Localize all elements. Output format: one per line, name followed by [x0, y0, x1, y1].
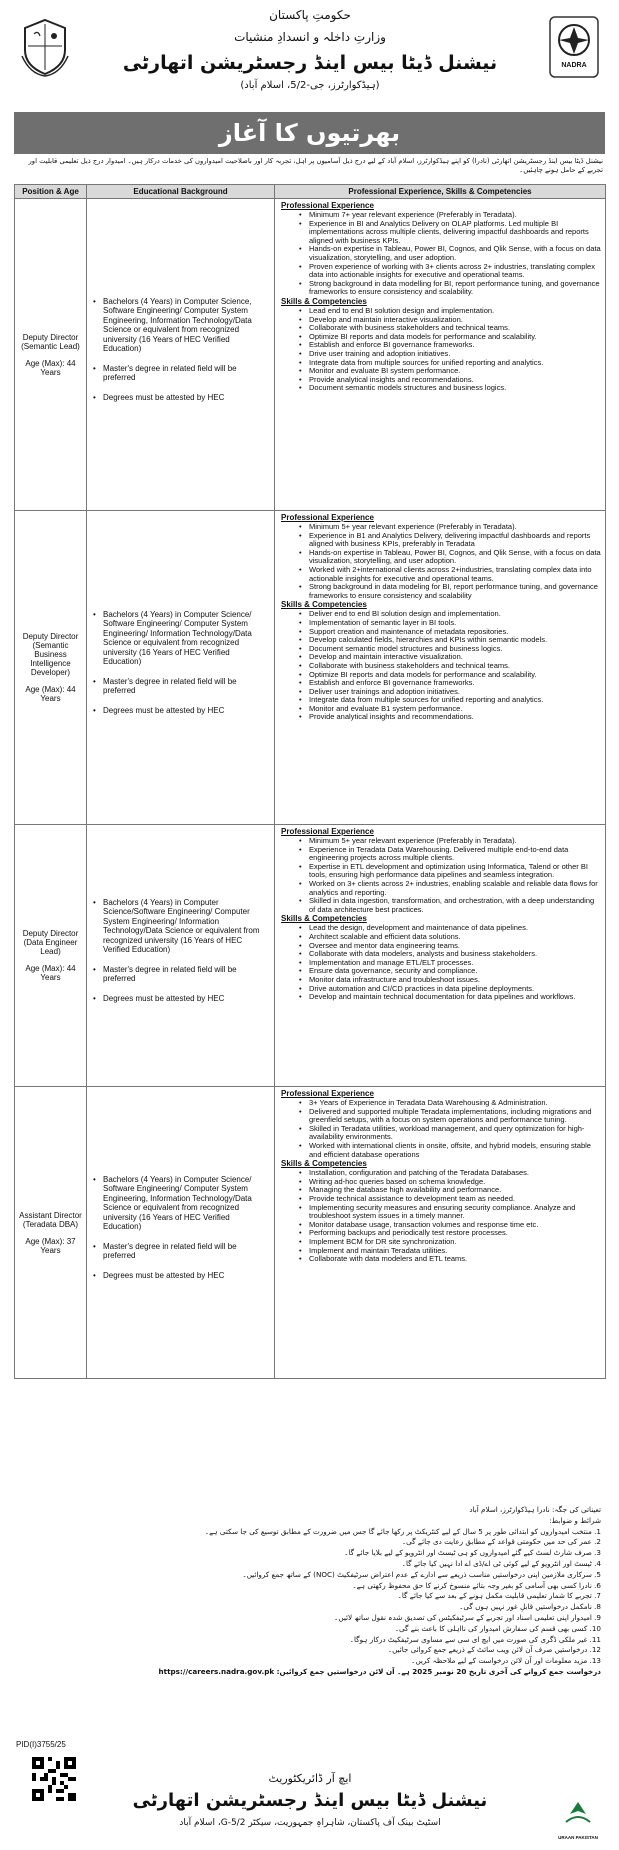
experience-item: • Worked with 2+international clients across 2+industries, translating complex data into actionable insights for executive and operational teams. — [281, 566, 601, 583]
experience-cell — [275, 1087, 606, 1379]
pid-number: PID(I)3755/25 — [16, 1740, 66, 1749]
skill-item: • Monitor database usage, transaction volumes and response time etc. — [281, 1221, 601, 1230]
skill-item: • Lead end to end BI solution design and implementation. — [281, 307, 601, 316]
skill-item: • Support creation and maintenance of metadata repositories. — [281, 628, 601, 637]
recruitment-banner: بھرتیوں کا آغاز — [14, 112, 605, 154]
skill-item: • Deliver end to end BI solution design and implementation. — [281, 610, 601, 619]
education-item: • Master's degree in related field will be preferred — [87, 677, 270, 696]
position-age — [19, 1237, 82, 1255]
skill-item: • Implementation and manage ETL/ELT processes. — [281, 959, 601, 968]
experience-item: • Strong background in data modeling for BI, report performance tuning, and governance frameworks to ensure consistency and scalability — [281, 583, 601, 600]
education-item: • Bachelors (4 Years) in Computer Science/ Software Engineering/ Computer System Engineering, Information Technology/Data Science or equivalent from recognized university (16 Years of HEC Verified Education) — [87, 1175, 270, 1232]
skill-item: • Document semantic model structures and business logics. — [281, 645, 601, 654]
condition-item: 6. نادرا کسی بھی آسامی کو بغیر وجہ بتائے منسوخ کرنے کا حق محفوظ رکھتی ہے۔ — [352, 1580, 601, 1590]
skill-item: • Lead the design, development and maintenance of data pipelines. — [281, 924, 601, 933]
experience-item: • Experience in B1 and Analytics Delivery, delivering impactful dashboards and reports aligned with business KPIs, preferably in Teradata — [281, 532, 601, 549]
skill-item: • Deliver user trainings and adoption initiatives. — [281, 688, 601, 697]
skill-item: • Implement and maintain Teradata utilities. — [281, 1247, 601, 1256]
position-cell — [15, 825, 87, 1087]
experience-list — [281, 837, 601, 914]
skill-item: • Architect scalable and efficient data solutions. — [281, 933, 601, 942]
skill-item: • Monitor and evaluate B1 system performance. — [281, 705, 601, 714]
skills-list — [281, 610, 601, 722]
age-value: 37 Years — [40, 1236, 76, 1255]
experience-item: • Hands-on expertise in Tableau, Power BI, Cognos, and Qlik Sense, with a focus on data visualization, storytelling, and user adoption. — [281, 549, 601, 566]
skill-item: • Writing ad-hoc queries based on schema knowledge. — [281, 1178, 601, 1187]
skill-item: • Establish and enforce BI governance frameworks. — [281, 341, 601, 350]
education-item: • Master's degree in related field will be preferred — [87, 1242, 270, 1261]
experience-item: • Expertise in ETL development and optimization using Informatica, Talend or other BI tools, ensuring high performance data pipelines and seamless integration. — [281, 863, 601, 880]
education-item: • Degrees must be attested by HEC — [87, 994, 270, 1004]
position-title: Deputy Director (Data Engineer Lead) — [22, 929, 79, 956]
position-row — [15, 1087, 606, 1379]
uraan-logo-text: URAAN PAKISTAN — [558, 1835, 598, 1840]
skill-item: • Establish and enforce BI governance frameworks. — [281, 679, 601, 688]
skills-heading: Skills & Competencies — [281, 914, 367, 924]
footer-address: اسٹیٹ بینک آف پاکستان، شاہراہِ جمہوریت، سیکٹر G-5/2، اسلام آباد — [179, 1818, 441, 1828]
uraan-pakistan-logo-icon — [558, 1800, 598, 1840]
age-value: 44 Years — [40, 685, 76, 703]
experience-item: • Minimum 7+ year relevant experience (Preferably in Teradata). — [281, 211, 601, 220]
experience-item: • Experience in BI and Analytics Delivery on OLAP platforms. Led multiple BI implementations across multiple clients, delivering impactful dashboards and reports aligned with business KPIs. — [281, 220, 601, 246]
education-cell — [87, 1087, 275, 1379]
experience-list — [281, 1099, 601, 1159]
education-item: • Degrees must be attested by HEC — [87, 706, 270, 716]
experience-cell — [275, 511, 606, 825]
skill-item: • Performing backups and periodically test restore processes. — [281, 1229, 601, 1238]
experience-cell — [275, 825, 606, 1087]
column-header-experience: Professional Experience, Skills & Competencies — [275, 185, 606, 199]
position-row — [15, 199, 606, 511]
education-item: • Degrees must be attested by HEC — [87, 1271, 270, 1281]
condition-item: 10. کسی بھی قسم کی سفارش امیدوار کی نااہلی کا باعث بنے گی۔ — [394, 1623, 601, 1633]
column-header-education: Educational Background — [87, 185, 275, 199]
column-header-position: Position & Age — [15, 185, 87, 199]
condition-item: 13. مزید معلومات اور آن لائن درخواست کے لیے ملاحظہ کریں۔ — [411, 1656, 601, 1666]
experience-item: • Strong background in data modelling for BI, report performance tuning, and governance frameworks to ensure consistency and scalability. — [281, 280, 601, 297]
skill-item: • Ensure data governance, security and compliance. — [281, 967, 601, 976]
skill-item: • Provide analytical insights and recommendations. — [281, 713, 601, 722]
skill-item: • Collaborate with data modelers, analysts and business stakeholders. — [281, 950, 601, 959]
position-cell — [15, 1087, 87, 1379]
skill-item: • Provide analytical insights and recommendations. — [281, 376, 601, 385]
condition-item: 8. نامکمل درخواستیں قابلِ غور نہیں ہوں گی۔ — [459, 1602, 601, 1612]
condition-item: 9. امیدوار اپنی تعلیمی اسناد اور تجربے کے سرٹیفکیٹس کی تصدیق شدہ نقول ساتھ لائیں۔ — [334, 1612, 601, 1622]
page-header — [0, 0, 619, 108]
experience-item: • Skilled in data ingestion, transformation, and orchestration, with a deep understanding of data architecture best practices. — [281, 897, 601, 914]
skills-heading: Skills & Competencies — [281, 600, 367, 610]
skill-item: • Installation, configuration and patching of the Teradata Databases. — [281, 1169, 601, 1178]
page-footer — [0, 1740, 619, 1850]
position-title: Deputy Director (Semantic Business Intelligence Developer) — [22, 632, 79, 677]
position-title: Deputy Director (Semantic Lead) — [21, 332, 80, 351]
experience-list — [281, 211, 601, 297]
experience-item: • Worked with international clients in onsite, offsite, and hybrid models, ensuring stable and efficient database operations — [281, 1142, 601, 1159]
age-label: Age (Max): — [25, 358, 65, 368]
experience-item: • Skilled in Teradata utilities, workload management, and query optimization for high-availability environments. — [281, 1125, 601, 1142]
condition-item: 4. ٹیسٹ اور انٹرویو کے لیے کوئی ٹی اے/ڈی اے ادا نہیں کیا جائے گا۔ — [401, 1558, 601, 1568]
position-cell — [15, 199, 87, 511]
education-list — [87, 1175, 270, 1281]
hr-directorate: ایچ آر ڈائریکٹوریٹ — [268, 1772, 352, 1785]
nadra-logo-icon — [549, 16, 599, 78]
condition-item: 2. عمر کی حد میں حکومتی قواعد کے مطابق رعایت دی جائے گی۔ — [401, 1537, 601, 1547]
education-item: • Bachelors (4 Years) in Computer Science/ Software Engineering/ Computer System Engineering/ Information Technology/Data Science or equivalent from recognized university (16 Years of HEC Verified Education) — [87, 610, 270, 667]
intro-text: نیشنل ڈیٹا بیس اینڈ رجسٹریشن اتھارٹی (نادرا) کو اپنے ہیڈکوارٹرز، اسلام آباد کے لیے درج ذیل آسامیوں پر اہل، تجربہ کار اور باصلاحیت امیدواروں کی خدمات درکار ہیں۔ امیدوار درج ذیل تعلیمی قابلیت اور تجربے کے حامل ہونے چاہئیں۔ — [28, 157, 603, 174]
skills-list — [281, 1169, 601, 1264]
skill-item: • Implement BCM for DR site synchronization. — [281, 1238, 601, 1247]
qr-code-icon — [32, 1757, 76, 1801]
nadra-logo-text: NADRA — [561, 62, 587, 69]
age-label: Age (Max): — [25, 1236, 65, 1246]
education-item: • Master's degree in related field will be preferred — [87, 364, 270, 383]
position-title: Assistant Director (Teradata DBA) — [19, 1210, 82, 1229]
condition-item: 3. صرف شارٹ لسٹ کیے گئے امیدواروں کو ہی ٹیسٹ اور انٹرویو کے لیے بلایا جائے گا۔ — [344, 1548, 601, 1558]
condition-item: 7. تجربے کا شمار تعلیمی قابلیت مکمل ہونے کے بعد سے کیا جائے گا۔ — [397, 1591, 601, 1601]
condition-item: 5. سرکاری ملازمین اپنی درخواستیں مناسب ذریعے سے ادارے کے عدم اعتراض سرٹیفکیٹ (NOC) کے ساتھ جمع کروائیں۔ — [242, 1569, 601, 1579]
skill-item: • Integrate data from multiple sources for unified reporting and analytics. — [281, 359, 601, 368]
skill-item: • Drive automation and CI/CD practices in data pipeline deployments. — [281, 985, 601, 994]
skill-item: • Monitor data infrastructure and troubleshoot issues. — [281, 976, 601, 985]
position-row — [15, 825, 606, 1087]
skill-item: • Collaborate with business stakeholders and technical teams. — [281, 324, 601, 333]
experience-list — [281, 523, 601, 600]
position-cell — [15, 511, 87, 825]
experience-heading: Professional Experience — [281, 513, 374, 522]
education-list — [87, 898, 270, 1004]
skills-list — [281, 924, 601, 1001]
experience-item: • Worked on 3+ clients across 2+ industries, enabling scalable and reliable data flows for analytics and reporting. — [281, 880, 601, 897]
skill-item: • Document semantic models structures and business logics. — [281, 384, 601, 393]
education-cell — [87, 511, 275, 825]
terms-and-conditions — [18, 1505, 601, 1678]
skill-item: • Implementing security measures and ensuring security compliance. Analyze and troubleshoot system issues in a timely manner. — [281, 1204, 601, 1221]
skill-item: • Monitor and evaluate BI system performance. — [281, 367, 601, 376]
skills-heading: Skills & Competencies — [281, 296, 367, 306]
skill-item: • Drive user training and adoption initiatives. — [281, 350, 601, 359]
skills-list — [281, 307, 601, 393]
posting-location: تعیناتی کی جگہ: نادرا ہیڈکوارٹرز، اسلام آباد — [469, 1505, 601, 1514]
experience-item: • Minimum 5+ year relevant experience (Preferably in Teradata). — [281, 837, 601, 846]
experience-item: • Proven experience of working with 3+ clients across 2+ industries, translating complex data into actionable insights for executive and operational teams. — [281, 263, 601, 280]
skill-item: • Develop and maintain interactive visualization. — [281, 316, 601, 325]
skill-item: • Optimize BI reports and data models for performance and scalability. — [281, 333, 601, 342]
age-label: Age (Max): — [25, 964, 65, 973]
skill-item: • Implementation of semantic layer in BI tools. — [281, 619, 601, 628]
org-address: (ہیڈکوارٹرز، جی-5/2، اسلام آباد) — [240, 80, 380, 91]
education-list — [87, 297, 270, 403]
position-age — [19, 685, 82, 703]
education-cell — [87, 199, 275, 511]
condition-item: 1. منتخب امیدواروں کو ابتدائی طور پر 5 سال کے لیے کنٹریکٹ پر رکھا جائے گا جس میں ضرورت کے مطابق توسیع کی جا سکتی ہے۔ — [204, 1526, 601, 1536]
condition-item: 11. غیر ملکی ڈگری کی صورت میں ایچ ای سی سے مساوی سرٹیفکیٹ درکار ہوگا۔ — [349, 1634, 601, 1644]
org-title: نیشنل ڈیٹا بیس اینڈ رجسٹریشن اتھارٹی — [122, 52, 498, 74]
experience-item: • Delivered and supported multiple Teradata implementations, including migrations and greenfield setups, with a focus on system operations and performance tuning. — [281, 1108, 601, 1125]
age-value: 44 Years — [40, 964, 76, 982]
skill-item: • Develop and maintain interactive visualization. — [281, 653, 601, 662]
position-age — [19, 359, 82, 377]
condition-item: 12. درخواستیں صرف آن لائن ویب سائٹ کے ذریعے جمع کروائی جائیں۔ — [387, 1645, 601, 1655]
experience-item: • Hands-on expertise in Tableau, Power BI, Cognos, and Qlik Sense, with a focus on data visualization, storytelling, and user adoption. — [281, 245, 601, 262]
skill-item: • Collaborate with business stakeholders and technical teams. — [281, 662, 601, 671]
skill-item: • Develop and maintain technical documentation for data pipelines and workflows. — [281, 993, 601, 1002]
age-label: Age (Max): — [25, 685, 65, 694]
experience-item: • 3+ Years of Experience in Teradata Data Warehousing & Administration. — [281, 1099, 601, 1108]
skill-item: • Provide technical assistance to development team as needed. — [281, 1195, 601, 1204]
state-emblem-icon — [20, 16, 70, 78]
education-item: • Bachelors (4 Years) in Computer Science, Software Engineering/ Computer System Engineering, Information Technology/Data Science or equivalent from recognized university (16 Years of HEC Verified Education) — [87, 297, 270, 354]
education-item: • Degrees must be attested by HEC — [87, 393, 270, 403]
conditions-heading: شرائط و ضوابط: — [549, 1515, 601, 1525]
skills-heading: Skills & Competencies — [281, 1159, 367, 1169]
skill-item: • Integrate data from multiple sources for unified reporting and analytics. — [281, 696, 601, 705]
ministry-title: وزارتِ داخلہ و انسدادِ منشیات — [234, 30, 386, 44]
footer-org-name: نیشنل ڈیٹا بیس اینڈ رجسٹریشن اتھارٹی — [132, 1790, 488, 1811]
experience-cell — [275, 199, 606, 511]
position-row — [15, 511, 606, 825]
experience-item: • Minimum 5+ year relevant experience (Preferably in Teradata). — [281, 523, 601, 532]
age-value: 44 Years — [40, 358, 76, 377]
education-list — [87, 610, 270, 716]
table-header-row — [15, 185, 606, 199]
skill-item: • Oversee and mentor data engineering teams. — [281, 942, 601, 951]
apply-online-line: درخواست جمع کروانے کی آخری تاریخ 20 نومبر 2025 ہے۔ آن لائن درخواستیں جمع کروائیں: https://careers.nadra.gov.pk — [158, 1666, 601, 1676]
experience-heading: Professional Experience — [281, 1089, 374, 1098]
education-item: • Master's degree in related field will be preferred — [87, 965, 270, 984]
gov-title: حکومتِ پاکستان — [269, 8, 351, 22]
experience-heading: Professional Experience — [281, 201, 374, 210]
experience-item: • Experience in Teradata Data Warehousing. Delivered multiple end-to-end data engineering projects across multiple clients. — [281, 846, 601, 863]
education-cell — [87, 825, 275, 1087]
position-age — [19, 964, 82, 982]
skill-item: • Optimize BI reports and data models for performance and scalability. — [281, 671, 601, 680]
skill-item: • Collaborate with data modelers and ETL teams. — [281, 1255, 601, 1264]
experience-heading: Professional Experience — [281, 827, 374, 836]
skill-item: • Managing the database high availability and performance. — [281, 1186, 601, 1195]
positions-table — [14, 184, 606, 1379]
skill-item: • Develop calculated fields, hierarchies and KPIs within semantic models. — [281, 636, 601, 645]
education-item: • Bachelors (4 Years) in Computer Science/Software Engineering/ Computer System Engineering/ Information Technology/Data Science or equivalent from recognized university (16 Years of HEC Verified Education) — [87, 898, 270, 955]
